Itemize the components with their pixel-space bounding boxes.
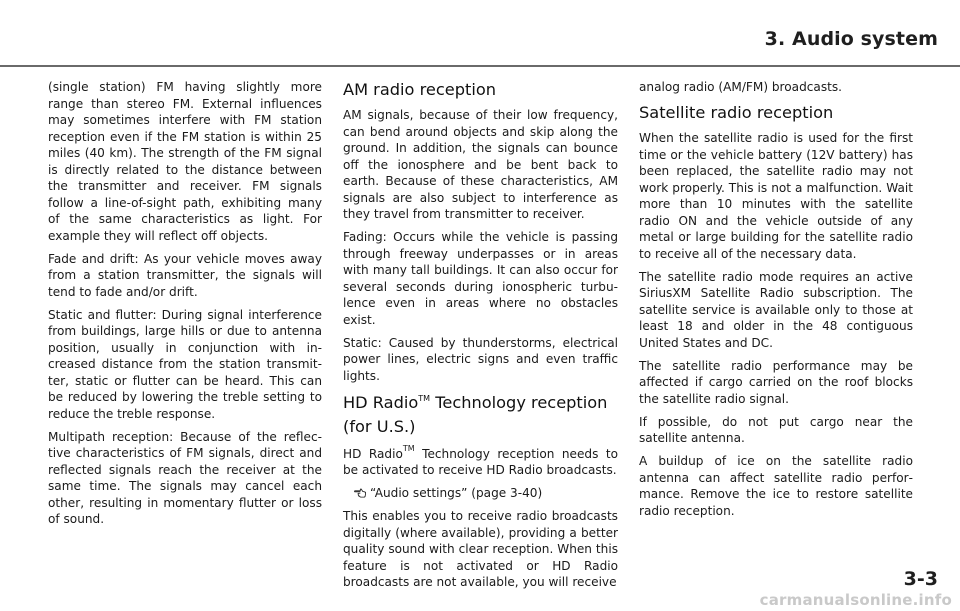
heading-satellite-radio: Satellite radio reception [639,103,834,122]
hd-activation-part1: HD Radio [343,446,403,461]
reference-text: “Audio settings” (page 3-40) [370,486,543,500]
paragraph-satellite-first-use: When the satellite radio is used for the first time or the vehicle battery (12V battery) has been replaced, the satellite radio may not work properly. This is not a malfunction. Wait more than 10 minutes with the satellite radio ON and the vehicle outside of any metal or large building for the satellite radio to receive all of the necessary data. [639,131,913,261]
trademark-mark: TM [402,443,415,453]
column-1 [48,79,322,534]
heading-hd-radio-part1: HD Radio [343,392,419,412]
heading-am-radio: AM radio reception [343,80,496,99]
column-3 [639,79,913,526]
paragraph-satellite-antenna: If possible, do not put cargo near the satellite antenna. [639,414,913,445]
reference-audio-settings[interactable] [343,485,618,502]
pointing-hand-icon [354,486,367,499]
paragraph-am-signals: AM signals, because of their low frequency, can bend around objects and skip along the ground. In addition, the signals can bounce off the ionosphere and be bent back to earth. Because of these characteristics, AM signals are also subject to interference as they travel from transmitter to receiver. [343,108,618,221]
paragraph-hd-activation [343,443,618,479]
paragraph-fade-drift: Fade and drift: As your vehicle moves away from a station transmitter, the signals will tend to fade and/or drift. [48,251,322,299]
paragraph-multipath: Multipath reception: Because of the reflective characteristics of FM signals, direct and reflected signals reach the receiver at the same time. The signals may cancel each other, resulting in momentary flutter or loss of sound. [48,429,322,526]
paragraph-satellite-ice: A buildup of ice on the satellite radio antenna can affect satellite radio performance. Remove the ice to restore satellite radio reception. [639,454,913,518]
heading-hd-radio-part2: Technology reception (for U.S.) [343,392,608,436]
paragraph-analog-continued: analog radio (AM/FM) broadcasts. [639,80,843,94]
paragraph-satellite-subscription: The satellite radio mode requires an active SiriusXM Satellite Radio subscription. The satellite service is available only to those at least 18 and older in the 48 contiguous United States and DC. [639,269,913,350]
chapter-title: 3. Audio system [764,28,938,50]
paragraph-fading: Fading: Occurs while the vehicle is passing through freeway underpasses or in areas with many tall buildings. It can also occur for several seconds during ionospheric turbulence even in areas where no obstacles exist. [343,230,618,327]
heading-hd-radio [343,391,618,439]
trademark-mark: TM [418,393,431,403]
paragraph-fm-range: (single station) FM having slightly more range than stereo FM. External influences may sometimes interfere with FM station reception even if the FM station is within 25 miles (40 km). The strength of the FM signal is directly related to the distance between the transmitter and receiver. FM signals follow a line-of-sight path, exhibiting many of the same characteristics as light. For example they will reflect off objects. [48,80,322,243]
column-2 [343,79,618,597]
paragraph-hd-benefits: This enables you to receive radio broadcasts digitally (where available), providing a better quality sound with clear reception. When this feature is not activated or HD Radio broadcasts are not available, you will receive [343,509,618,589]
paragraph-static: Static: Caused by thunderstorms, electrical power lines, electric signs and even traffic lights. [343,335,618,383]
page-number: 3-3 [903,568,938,590]
paragraph-static-flutter: Static and flutter: During signal interference from buildings, large hills or due to antenna position, usually in conjunction with increased distance from the station transmitter, static or flutter can be heard. This can be reduced by lowering the treble setting to reduce the treble response. [48,307,322,421]
paragraph-satellite-cargo: The satellite radio performance may be affected if cargo carried on the roof blocks the satellite radio signal. [639,358,913,406]
watermark: carmanualsonline.info [759,591,952,609]
hd-activation-part2: Technology reception needs to be activated to receive HD Radio broadcasts. [343,446,618,477]
header-divider [0,65,960,67]
